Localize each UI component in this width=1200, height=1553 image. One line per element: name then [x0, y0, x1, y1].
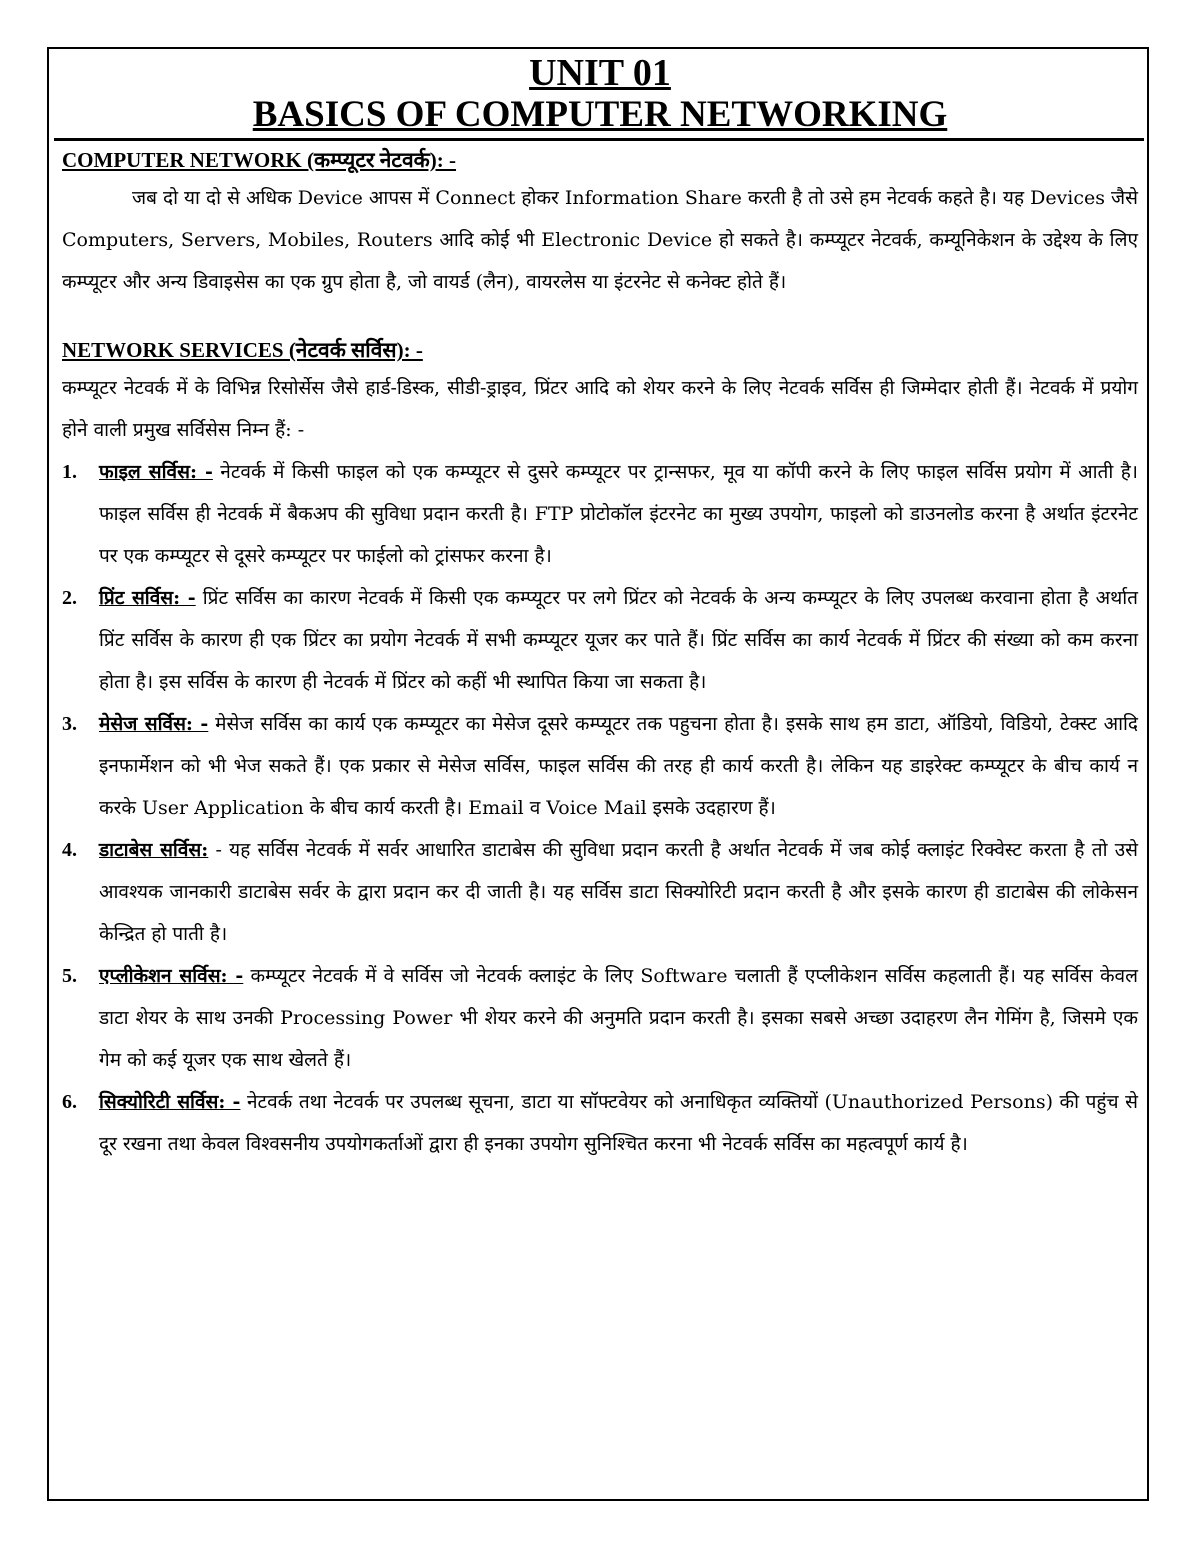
service-label: सिक्योरिटी सर्विस: - — [99, 1091, 241, 1113]
service-description: नेटवर्क तथा नेटवर्क पर उपलब्ध सूचना, डाटा या सॉफ्टवेयर को अनाधिकृत व्यक्तियों (Unauthorized Persons) की पहुंच से दूर रखना तथा केवल विश्वसनीय उपयोगकर्ताओं द्वारा ही इनका उपयोग सुनिश्चित करना भी नेटवर्क सर्विस का महत्वपूर्ण कार्य है। — [99, 1091, 1138, 1155]
title-divider — [54, 138, 1144, 141]
list-item-security-service — [62, 1081, 1138, 1165]
list-item-number: 3. — [62, 713, 77, 735]
list-item-file-service — [62, 451, 1138, 577]
list-item-database-service — [62, 829, 1138, 955]
section-spacer — [62, 303, 1138, 331]
service-label: डाटाबेस सर्विस: — [99, 839, 209, 861]
service-description: प्रिंट सर्विस का कारण नेटवर्क में किसी एक कम्प्यूटर पर लगे प्रिंटर को नेटवर्क के अन्य कम्प्यूटर के लिए उपलब्ध करवाना होता है अर्थात प्रिंट सर्विस के कारण ही एक प्रिंटर का प्रयोग नेटवर्क में सभी कम्प्यूटर यूजर कर पाते हैं। प्रिंट सर्विस का कार्य नेटवर्क में प्रिंटर की संख्या को कम करना होता है। इस सर्विस के कारण ही नेटवर्क में प्रिंटर को कहीं भी स्थापित किया जा सकता है। — [99, 587, 1138, 693]
service-description: कम्प्यूटर नेटवर्क में वे सर्विस जो नेटवर्क क्लाइंट के लिए Software चलाती हैं एप्लीकेशन सर्विस कहलाती हैं। यह सर्विस केवल डाटा शेयर के साथ उनकी Processing Power भी शेयर करने की अनुमति प्रदान करती है। इसका सबसे अच्छा उदाहरण लैन गेमिंग है, जिसमे एक गेम को कई यूजर एक साथ खेलते हैं। — [99, 965, 1138, 1071]
list-item-print-service — [62, 577, 1138, 703]
unit-title: UNIT 01 — [529, 52, 671, 94]
list-item-number: 4. — [62, 839, 77, 861]
list-item-message-service — [62, 703, 1138, 829]
list-item-application-service — [62, 955, 1138, 1081]
section-heading-computer-network: COMPUTER NETWORK (कम्प्यूटर नेटवर्क): - — [62, 148, 457, 172]
list-item-number: 6. — [62, 1091, 77, 1113]
service-label: प्रिंट सर्विस: - — [99, 587, 196, 609]
services-list — [62, 451, 1138, 1165]
computer-network-paragraph: जब दो या दो से अधिक Device आपस में Connect होकर Information Share करती है तो उसे हम नेटवर्क कहते है। यह Devices जैसे Computers, Servers, Mobiles, Routers आदि कोई भी Electronic Device हो सकते है। कम्प्यूटर नेटवर्क, कम्यूनिकेशन के उद्देश्य के लिए कम्प्यूटर और अन्य डिवाइसेस का एक ग्रुप होता है, जो वायर्ड (लैन), वायरलेस या इंटरनेट से कनेक्ट होते हैं। — [62, 187, 1138, 293]
network-services-intro: कम्प्यूटर नेटवर्क में के विभिन्न रिसोर्सेस जैसे हार्ड-डिस्क, सीडी-ड्राइव, प्रिंटर आदि को शेयर करने के लिए नेटवर्क सर्विस ही जिम्मेदार होती हैं। नेटवर्क में प्रयोग होने वाली प्रमुख सर्विसेस निम्न हैं: - — [62, 377, 1138, 441]
section-heading-network-services: NETWORK SERVICES (नेटवर्क सर्विस): - — [62, 338, 423, 362]
service-label: मेसेज सर्विस: - — [99, 713, 209, 735]
document-title: BASICS OF COMPUTER NETWORKING — [252, 94, 948, 135]
service-description: नेटवर्क में किसी फाइल को एक कम्प्यूटर से दुसरे कम्प्यूटर पर ट्रान्सफर, मूव या कॉपी करने के लिए फाइल सर्विस प्रयोग में आती है। फाइल सर्विस ही नेटवर्क में बैकअप की सुविधा प्रदान करती है। FTP प्रोटोकॉल इंटरनेट का मुख्य उपयोग, फाइलो को डाउनलोड करना है अर्थात इंटरनेट पर एक कम्प्यूटर से दूसरे कम्प्यूटर पर फाईलो को ट्रांसफर करना है। — [99, 461, 1138, 567]
service-label: एप्लीकेशन सर्विस: - — [99, 965, 244, 987]
service-description: मेसेज सर्विस का कार्य एक कम्प्यूटर का मेसेज दूसरे कम्प्यूटर तक पहुचना होता है। इसके साथ हम डाटा, ऑडियो, विडियो, टेक्स्ट आदि इनफार्मेशन को भी भेज सकते हैं। एक प्रकार से मेसेज सर्विस, फाइल सर्विस की तरह ही कार्य करती है। लेकिन यह डाइरेक्ट कम्प्यूटर के बीच कार्य न करके User Application के बीच कार्य करती है। Email व Voice Mail इसके उदहारण हैं। — [99, 713, 1139, 819]
document-content — [62, 52, 1138, 1165]
list-item-number: 2. — [62, 587, 77, 609]
service-description: - यह सर्विस नेटवर्क में सर्वर आधारित डाटाबेस की सुविधा प्रदान करती है अर्थात नेटवर्क में जब कोई क्लाइंट रिक्वेस्ट करता है तो उसे आवश्यक जानकारी डाटाबेस सर्वर के द्वारा प्रदान कर दी जाती है। यह सर्विस डाटा सिक्योरिटी प्रदान करती है और इसके कारण ही डाटाबेस की लोकेसन केन्द्रित हो पाती है। — [99, 839, 1139, 945]
list-item-number: 1. — [62, 461, 77, 483]
service-label: फाइल सर्विस: - — [99, 461, 213, 483]
list-item-number: 5. — [62, 965, 77, 987]
